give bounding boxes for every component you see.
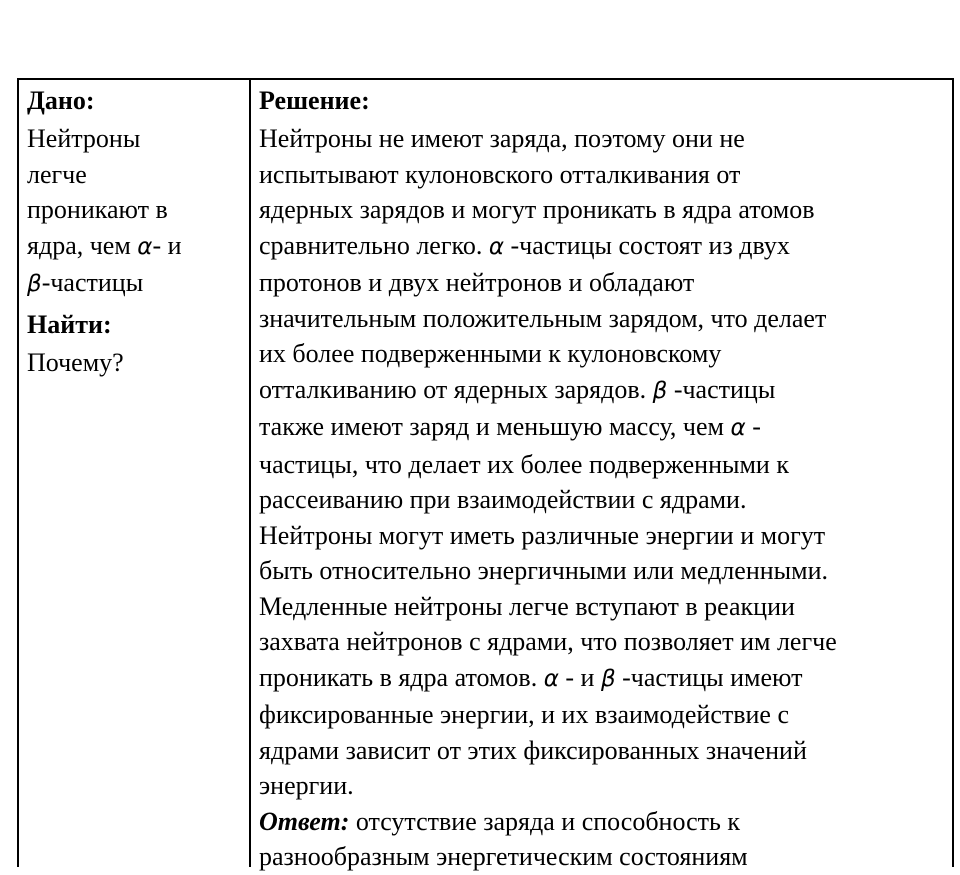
given-line-4	[27, 228, 242, 266]
beta-symbol: β	[27, 271, 42, 297]
solution-line-4a: сравнительно легко.	[259, 230, 489, 260]
given-line-4-text: ядра, чем	[27, 230, 138, 260]
solution-line-16	[259, 660, 949, 698]
solution-line-14: Медленные нейтроны легче вступают в реакции	[259, 591, 795, 621]
answer-line-2: разнообразным энергетическим состояниям	[259, 842, 748, 871]
solution-line-13: быть относительно энергичными или медленными.	[259, 556, 828, 585]
find-heading: Найти:	[27, 309, 112, 339]
solution-line-9b: -	[745, 412, 761, 441]
solution-line-4	[259, 228, 949, 266]
beta-symbol: β	[652, 377, 668, 404]
answer-text-1: отсутствие заряда и способность к	[349, 806, 741, 836]
given-line-5-text: -частицы	[41, 268, 144, 297]
solution-line-4b: -частицы состоят из двух	[504, 230, 790, 260]
solution-column	[259, 83, 949, 875]
solution-line-16m: - и	[558, 662, 601, 692]
given-line-1: Нейтроны	[27, 124, 141, 153]
solution-line-17: фиксированные энергии, и их взаимодействие с	[259, 700, 790, 729]
given-line-4-tail: - и	[152, 230, 182, 260]
given-solution-table	[17, 78, 954, 871]
solution-line-7: их более подверженными к кулоновскому	[259, 339, 722, 368]
given-line-2: легче	[27, 159, 87, 189]
alpha-symbol: α	[730, 415, 746, 441]
solution-line-8b: -частицы	[667, 374, 776, 404]
solution-line-15: захвата нейтронов с ядрами, что позволяет им легче	[259, 627, 837, 656]
solution-line-16a: проникать в ядра атомов.	[259, 662, 544, 692]
solution-line-11: рассеиванию при взаимодействии с ядрами.	[259, 485, 747, 514]
solution-line-9a: также имеют заряд и меньшую массу, чем	[259, 412, 731, 441]
solution-line-19: энергии.	[259, 771, 354, 800]
alpha-symbol: α	[488, 233, 504, 260]
beta-symbol: β	[600, 665, 616, 692]
solution-line-10: частицы, что делает их более подверженными к	[259, 449, 789, 479]
solution-line-18: ядрами зависит от этих фиксированных значений	[259, 735, 807, 765]
find-text: Почему?	[27, 347, 124, 377]
solution-heading: Решение:	[259, 86, 370, 115]
solution-line-3: ядерных зарядов и могут проникать в ядра атомов	[259, 195, 815, 224]
given-heading: Дано:	[27, 86, 95, 115]
solution-line-16b: -частицы имеют	[615, 662, 803, 692]
solution-line-5: протонов и двух нейтронов и обладают	[259, 268, 695, 297]
solution-line-9	[259, 409, 949, 447]
solution-line-12: Нейтроны могут иметь различные энергии и могут	[259, 520, 826, 550]
given-line-5	[27, 265, 242, 303]
solution-line-8	[259, 372, 949, 410]
solution-line-8a: отталкиванию от ядерных зарядов.	[259, 374, 653, 404]
answer-label: Ответ:	[259, 806, 350, 836]
solution-line-6: значительным положительным зарядом, что делает	[259, 303, 827, 333]
column-divider	[249, 80, 251, 867]
solution-line-1: Нейтроны не имеют заряда, поэтому они не	[259, 124, 745, 153]
answer-line-1	[259, 804, 949, 840]
alpha-symbol: α	[137, 233, 153, 260]
given-column	[27, 83, 242, 380]
solution-line-2: испытывают кулоновского отталкивания от	[259, 159, 741, 189]
given-line-3: проникают в	[27, 195, 168, 224]
alpha-symbol: α	[543, 665, 559, 692]
